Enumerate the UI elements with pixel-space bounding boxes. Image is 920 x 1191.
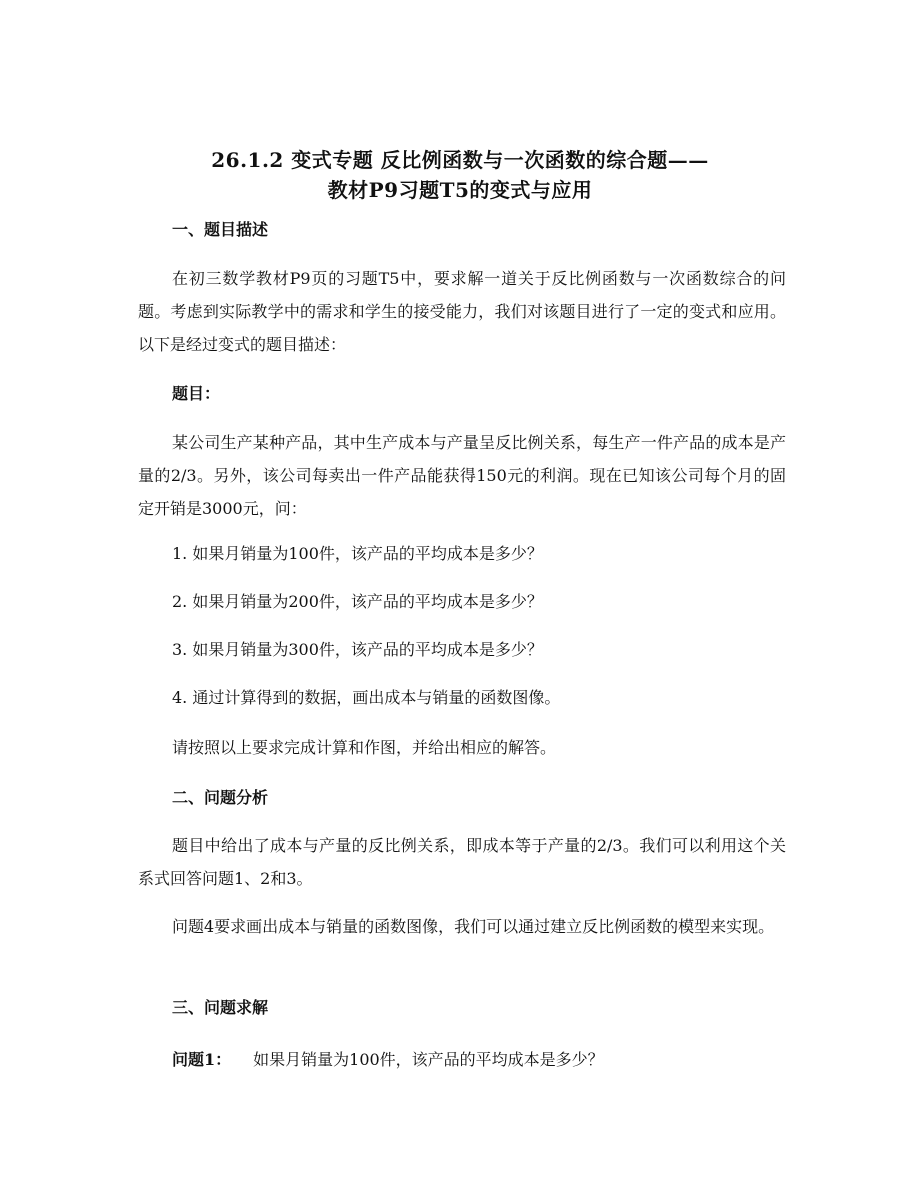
closing-instruction: 请按照以上要求完成计算和作图，并给出相应的解答。	[172, 738, 557, 757]
document-title-line-2: 教材P9习题T5的变式与应用	[327, 178, 593, 202]
question-item-2: 2. 如果月销量为200件，该产品的平均成本是多少？	[172, 592, 543, 611]
section-heading-description: 一、题目描述	[172, 220, 269, 239]
question-item-1: 1. 如果月销量为100件，该产品的平均成本是多少？	[172, 544, 543, 563]
analysis-paragraph-1: 题目中给出了成本与产量的反比例关系，即成本等于产量的2/3。我们可以利用这个关系式回答问题1、2和3。	[138, 836, 786, 888]
section-heading-analysis: 二、问题分析	[172, 788, 269, 807]
document-title-line-1: 26.1.2 变式专题 反比例函数与一次函数的综合题——	[211, 148, 709, 172]
question-item-4: 4. 通过计算得到的数据，画出成本与销量的函数图像。	[172, 688, 561, 707]
solution-question-1-label: 问题1：	[172, 1050, 232, 1069]
section-heading-solution: 三、问题求解	[172, 998, 269, 1017]
solution-question-1-text: 如果月销量为100件，该产品的平均成本是多少？	[253, 1050, 604, 1069]
question-item-3: 3. 如果月销量为300件，该产品的平均成本是多少？	[172, 640, 543, 659]
problem-paragraph: 某公司生产某种产品，其中生产成本与产量呈反比例关系，每生产一件产品的成本是产量的2/3。另外，该公司每卖出一件产品能获得150元的利润。现在已知该公司每个月的固定开销是3000元，问：	[138, 433, 786, 518]
solution-question-1	[172, 1049, 604, 1071]
analysis-paragraph-2: 问题4要求画出成本与销量的函数图像，我们可以通过建立反比例函数的模型来实现。	[172, 917, 775, 936]
problem-label: 题目：	[172, 384, 221, 403]
intro-paragraph: 在初三数学教材P9页的习题T5中，要求解一道关于反比例函数与一次函数综合的问题。考虑到实际教学中的需求和学生的接受能力，我们对该题目进行了一定的变式和应用。以下是经过变式的题目描述：	[138, 269, 786, 354]
